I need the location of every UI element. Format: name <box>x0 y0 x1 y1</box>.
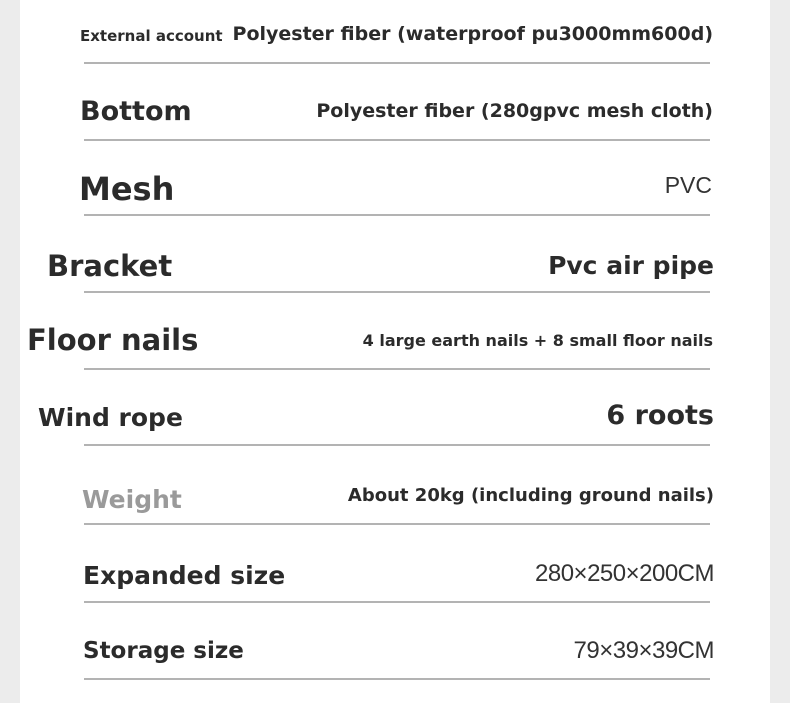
spec-divider <box>84 601 710 603</box>
spec-value: About 20kg (including ground nails) <box>347 485 714 506</box>
spec-value: Pvc air pipe <box>548 251 714 280</box>
spec-divider <box>84 523 710 525</box>
spec-divider <box>84 444 710 446</box>
spec-value: Polyester fiber (280gpvc mesh cloth) <box>316 100 713 122</box>
spec-value: 4 large earth nails + 8 small floor nails <box>362 331 713 350</box>
spec-label: Bracket <box>47 249 173 283</box>
spec-value: 6 roots <box>606 400 714 431</box>
spec-label: Bottom <box>80 96 192 127</box>
spec-label: External account <box>80 27 223 45</box>
spec-card <box>20 0 770 703</box>
spec-value: PVC <box>664 172 712 198</box>
spec-label: Floor nails <box>27 323 199 357</box>
spec-label: Storage size <box>83 638 244 664</box>
spec-divider <box>84 291 710 293</box>
spec-value: Polyester fiber (waterproof pu3000mm600d) <box>232 23 713 45</box>
spec-value: 79×39×39CM <box>573 637 714 664</box>
spec-divider <box>84 678 710 680</box>
spec-divider <box>84 368 710 370</box>
spec-label: Mesh <box>79 170 175 208</box>
spec-label: Wind rope <box>38 403 183 432</box>
spec-divider <box>84 62 710 64</box>
spec-divider <box>84 214 710 216</box>
spec-label: Expanded size <box>83 561 286 590</box>
spec-value: 280×250×200CM <box>535 560 714 587</box>
spec-divider <box>84 139 710 141</box>
spec-label: Weight <box>82 485 182 514</box>
